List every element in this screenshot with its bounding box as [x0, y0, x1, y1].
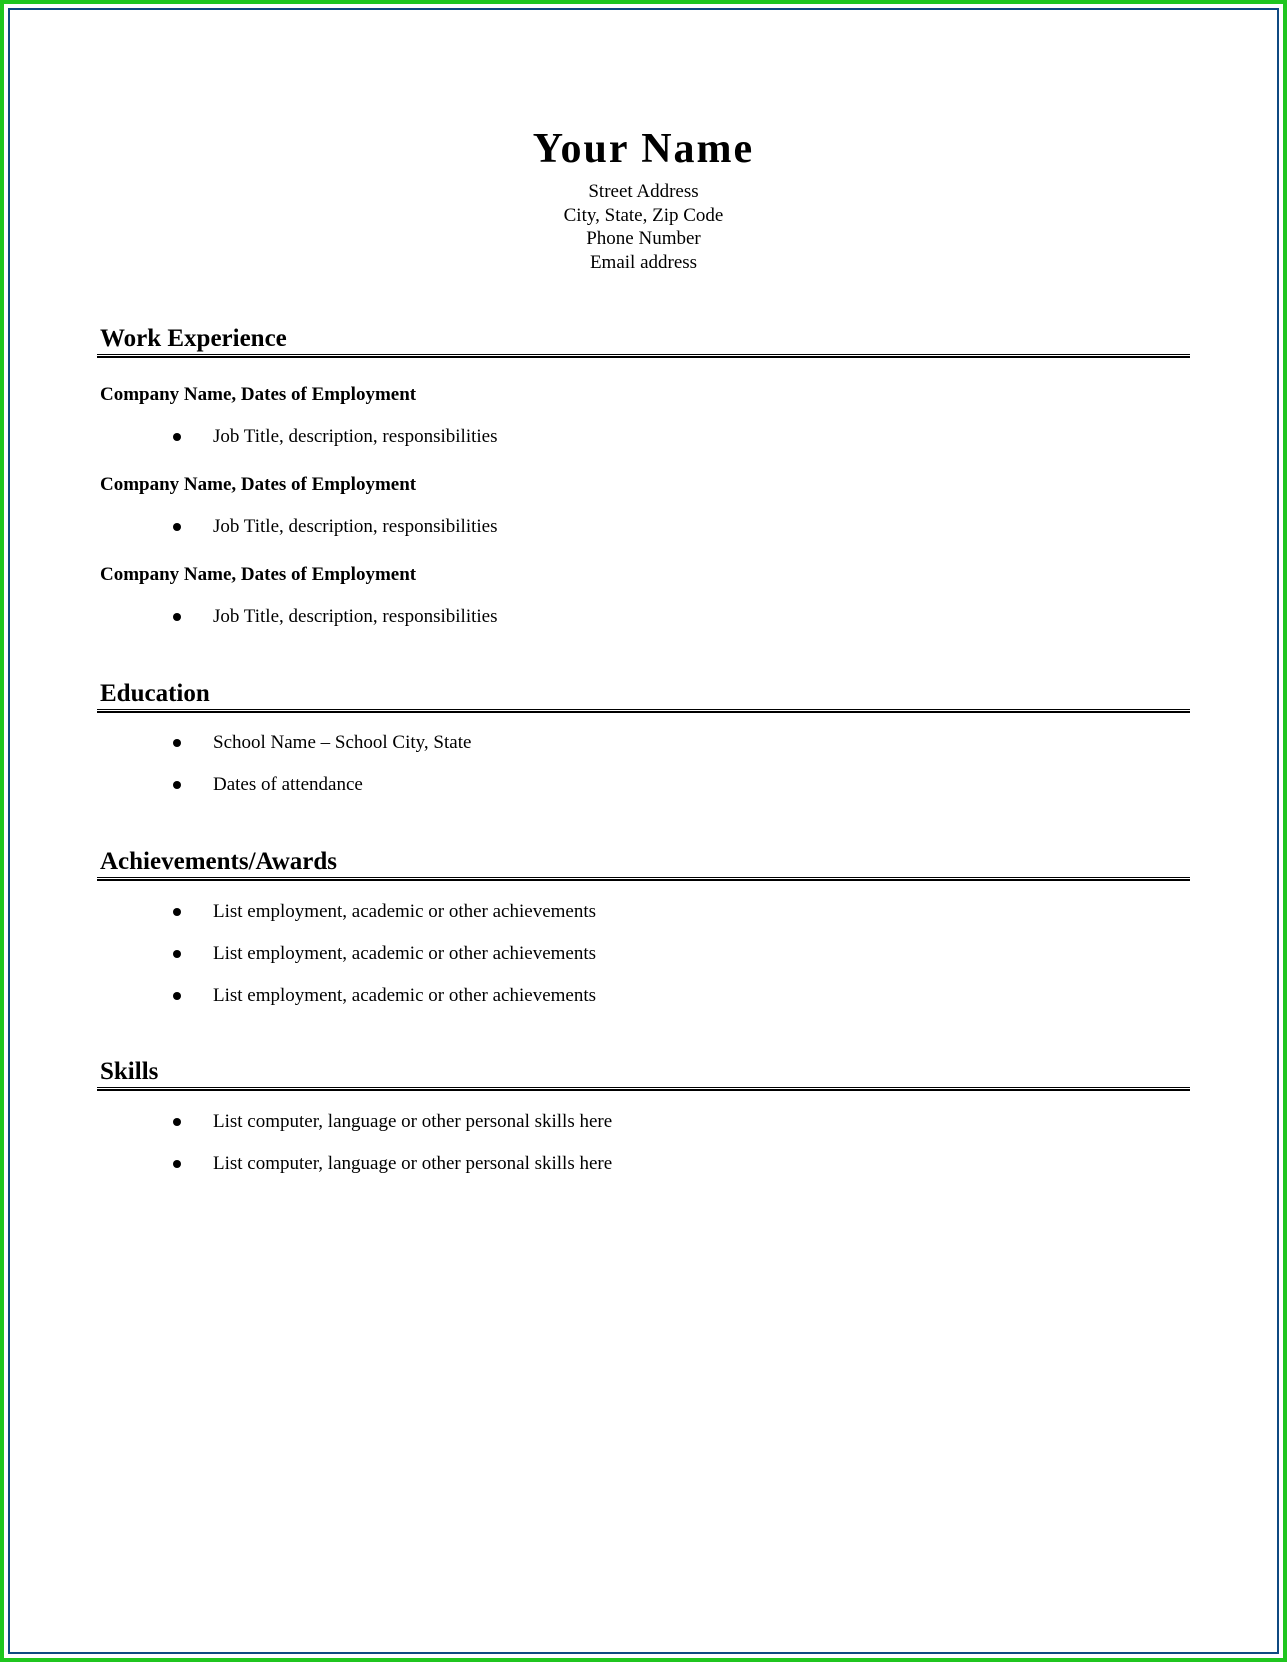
section-divider	[97, 877, 1190, 881]
resume-name: Your Name	[532, 126, 755, 172]
section-divider	[97, 1087, 1190, 1091]
skill-item: List computer, language or other personal skills here	[213, 1153, 613, 1174]
achievement-item: List employment, academic or other achievements	[213, 985, 597, 1006]
bullet-icon	[173, 992, 181, 1000]
bullet-icon	[173, 613, 181, 621]
achievement-item: List employment, academic or other achievements	[213, 943, 597, 964]
bullet-icon	[173, 1118, 181, 1126]
bullet-icon	[173, 433, 181, 441]
section-divider	[97, 354, 1190, 358]
company-heading: Company Name, Dates of Employment	[100, 474, 417, 495]
bullet-icon	[173, 739, 181, 747]
education-item: Dates of attendance	[213, 774, 363, 795]
contact-block	[0, 180, 1287, 274]
company-heading: Company Name, Dates of Employment	[100, 384, 417, 405]
company-heading: Company Name, Dates of Employment	[100, 564, 417, 585]
skill-item: List computer, language or other personal skills here	[213, 1111, 613, 1132]
section-title-work-experience: Work Experience	[100, 325, 287, 352]
bullet-icon	[173, 523, 181, 531]
phone-number: Phone Number	[586, 228, 701, 249]
section-title-skills: Skills	[100, 1058, 159, 1085]
bullet-icon	[173, 1160, 181, 1168]
section-title-education: Education	[100, 680, 210, 707]
section-title-achievements: Achievements/Awards	[100, 848, 337, 875]
bullet-icon	[173, 908, 181, 916]
job-description: Job Title, description, responsibilities	[213, 516, 498, 537]
email-address: Email address	[589, 251, 698, 273]
education-item: School Name – School City, State	[213, 732, 472, 753]
job-description: Job Title, description, responsibilities	[213, 606, 498, 627]
job-description: Job Title, description, responsibilities	[213, 426, 498, 447]
bullet-icon	[173, 950, 181, 958]
street-address: Street Address	[588, 181, 699, 202]
achievement-item: List employment, academic or other achievements	[213, 901, 597, 922]
bullet-icon	[173, 781, 181, 789]
section-divider	[97, 709, 1190, 713]
city-state-zip: City, State, Zip Code	[563, 204, 724, 226]
